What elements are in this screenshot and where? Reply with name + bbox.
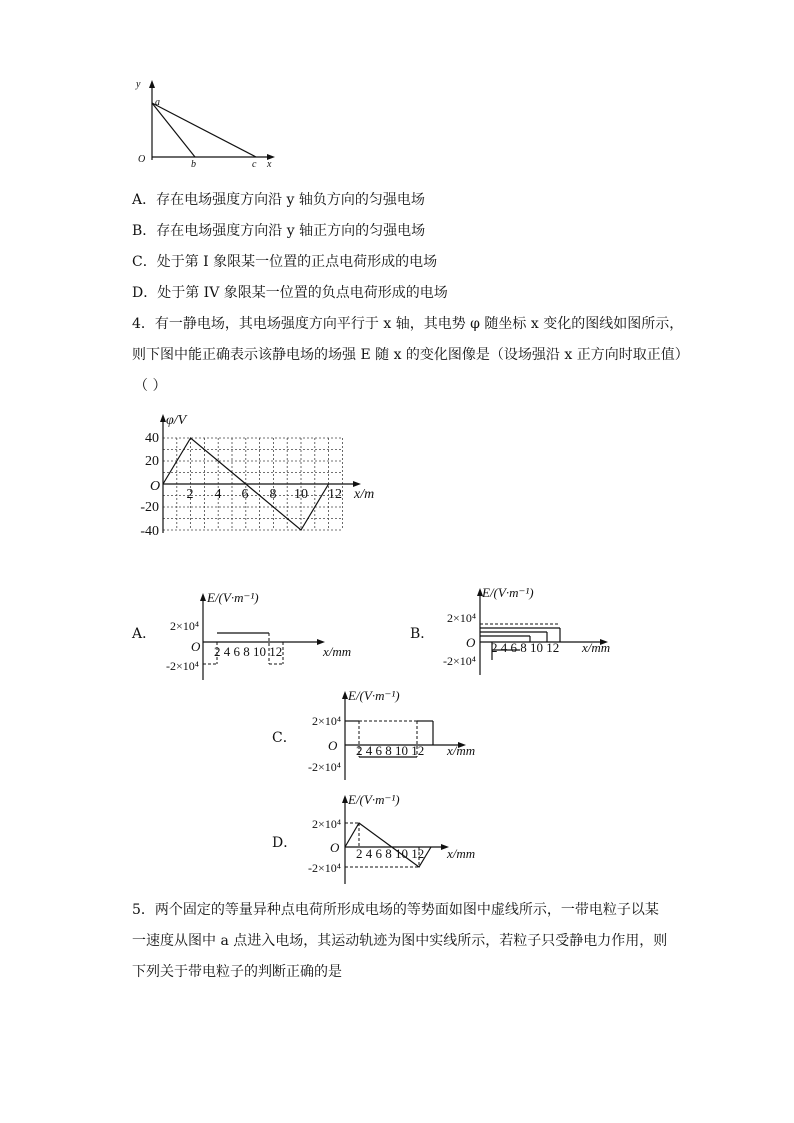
q4-stem-line2: 则下图中能正确表示该静电场的场强 E 随 x 的变化图像是（设场强沿 x 正方向时取正值） [132, 347, 689, 363]
d-pos-label: 2×10⁴ [312, 817, 341, 831]
phi-x-tick-12: 12 [328, 487, 342, 502]
d-origin: O [330, 840, 340, 855]
phi-origin: O [150, 479, 161, 494]
q3-x-label: x [267, 159, 272, 170]
c-pos-label: 2×10⁴ [312, 714, 341, 728]
q3-y-label: y [136, 79, 141, 90]
a-pos-label: 2×10⁴ [170, 619, 199, 633]
b-neg-label: -2×10⁴ [443, 654, 476, 668]
phi-y-tick-20: 20 [145, 454, 159, 469]
phi-x-tick-2: 2 [186, 487, 194, 502]
q4-stem-line3: （ ） [134, 378, 167, 394]
a-origin: O [191, 639, 201, 654]
phi-y-label: φ/V [166, 413, 187, 428]
e-option-c-graph[interactable] [295, 683, 495, 783]
c-neg-label: -2×10⁴ [308, 760, 341, 774]
a-neg-label: -2×10⁴ [166, 659, 199, 673]
q3-point-c: c [252, 159, 257, 170]
a-x-label: x/mm [323, 644, 352, 659]
e-option-b-graph[interactable] [430, 580, 640, 680]
q5-stem-line2: 一速度从图中 a 点进入电场，其运动轨迹为图中实线所示，若粒子只受静电力作用，则 [132, 933, 668, 949]
phi-y-tick-40: 40 [145, 431, 159, 446]
q3-y-arrow [149, 80, 155, 88]
q3-origin: O [138, 154, 146, 165]
e-option-d-label[interactable]: D． [272, 835, 298, 851]
b-x-ticks: 2 4 6 8 10 12 [491, 640, 560, 655]
b-y-label: E/(V·m⁻¹) [482, 585, 534, 600]
d-y-label: E/(V·m⁻¹) [348, 792, 400, 807]
e-option-c-label[interactable]: C． [272, 730, 297, 746]
c-origin: O [328, 738, 338, 753]
q3-diagram [130, 75, 280, 170]
phi-x-tick-10: 10 [294, 487, 308, 502]
q3-option-c[interactable]: C．处于第 I 象限某一位置的正点电荷形成的电场 [132, 254, 438, 270]
d-neg-label: -2×10⁴ [308, 861, 341, 875]
e-option-b-label[interactable]: B． [410, 626, 435, 642]
b-origin: O [466, 635, 476, 650]
phi-y-tick-neg20: -20 [140, 500, 159, 515]
a-y-label: E/(V·m⁻¹) [207, 590, 259, 605]
q5-stem-line3: 下列关于带电粒子的判断正确的是 [132, 964, 342, 980]
q3-line-ac [152, 103, 256, 157]
d-x-ticks: 2 4 6 8 10 12 [356, 846, 425, 861]
phi-x-tick-4: 4 [214, 487, 222, 502]
phi-y-tick-neg40: -40 [140, 524, 159, 539]
c-y-label: E/(V·m⁻¹) [348, 688, 400, 703]
q3-point-a: a [155, 97, 160, 108]
a-x-ticks: 2 4 6 8 10 12 [214, 644, 283, 659]
q3-point-b: b [191, 159, 196, 170]
e-option-a-label[interactable]: A． [132, 626, 157, 642]
q3-line-ab [152, 103, 195, 157]
d-x-label: x/mm [447, 846, 476, 861]
q3-option-a[interactable]: A．存在电场强度方向沿 y 轴负方向的匀强电场 [132, 192, 425, 208]
phi-x-label: x/m [354, 487, 375, 502]
q3-option-d[interactable]: D．处于第 IV 象限某一位置的负点电荷形成的电场 [132, 285, 448, 301]
b-x-label: x/mm [582, 640, 611, 655]
phi-x-tick-6: 6 [241, 487, 249, 502]
c-x-ticks: 2 4 6 8 10 12 [356, 743, 425, 758]
c-x-label: x/mm [447, 743, 476, 758]
q5-stem-line1: 5．两个固定的等量异种点电荷所形成电场的等势面如图中虚线所示，一带电粒子以某 [132, 902, 659, 918]
phi-x-tick-8: 8 [269, 487, 277, 502]
a-y-arrow [200, 593, 206, 601]
q4-stem-line1: 4．有一静电场，其电场强度方向平行于 x 轴，其电势 φ 随坐标 x 变化的图线如图所示， [132, 316, 684, 332]
e-option-d-graph[interactable] [295, 787, 495, 887]
q3-option-b[interactable]: B．存在电场强度方向沿 y 轴正方向的匀强电场 [132, 223, 426, 239]
e-option-a-graph[interactable] [155, 585, 352, 685]
b-pos-label: 2×10⁴ [447, 611, 476, 625]
phi-graph [130, 408, 390, 540]
